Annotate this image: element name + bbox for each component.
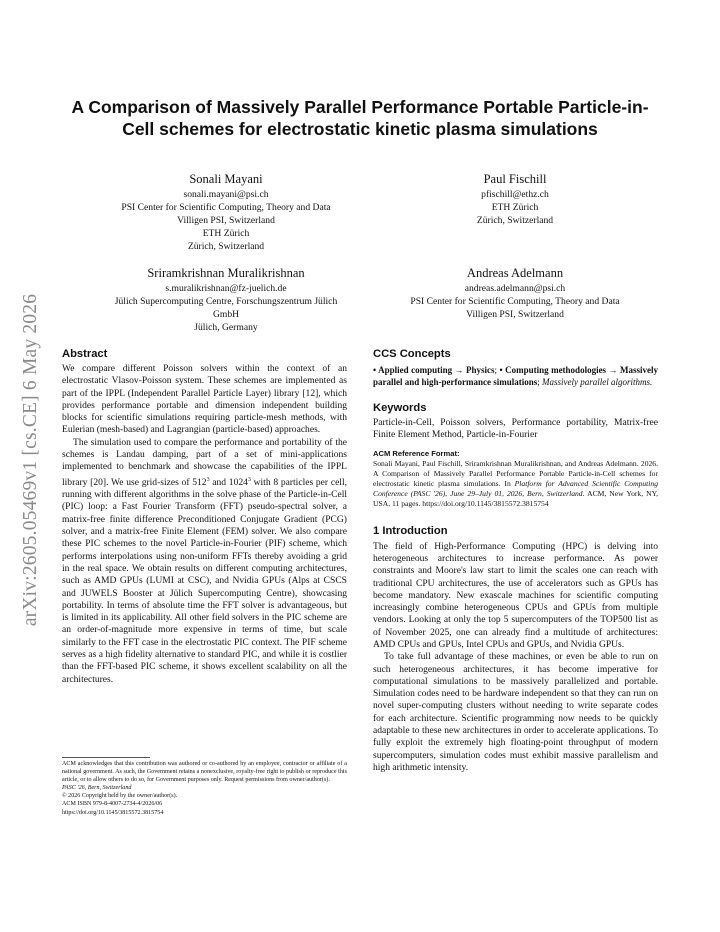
- author-name: Sonali Mayani: [189, 172, 263, 186]
- footnote-venue: PASC '26, Bern, Switzerland: [62, 785, 132, 792]
- author-affiliation: GmbH: [212, 309, 240, 320]
- author-affiliation: ETH Zürich: [491, 202, 539, 213]
- author-block: [365, 265, 665, 321]
- footnote-isbn: ACM ISBN 979-8-4007-2734-4/2026/06: [62, 801, 163, 808]
- author-affiliation: Jülich, Germany: [194, 322, 258, 333]
- author-block: [64, 265, 388, 334]
- intro-paragraph: To take full advantage of these machines, or even be able to run on such heterogeneous architectures, it has become imperative for computational simulations to be massively parallelized and portable. Simulation codes need to be hardware independent so that they can run on novel super-computing clusters without needing to write separate codes for each architecture. Scientific programming now needs to be quickly adaptable to these new architectures in order to accelerate applications. To fully exploit the extremely high floating-point throughput of modern supercomputers, simulation codes must exhibit massive parallelism and high arithmetic intensity.: [373, 651, 658, 773]
- right-column: [373, 347, 658, 774]
- author-block: [365, 171, 665, 227]
- author-affiliation: Zürich, Switzerland: [476, 215, 554, 226]
- author-email[interactable]: pfischill@ethz.ch: [481, 189, 549, 200]
- author-name: Paul Fischill: [483, 172, 547, 186]
- arxiv-id: arXiv:2605.05469v1 [cs.CE] 6 May 2026: [20, 293, 41, 627]
- author-affiliation: Jülich Supercomputing Centre, Forschungszentrum Jülich: [114, 296, 338, 307]
- author-affiliation: Villigen PSI, Switzerland: [466, 309, 564, 320]
- author-affiliation: ETH Zürich: [202, 228, 250, 239]
- author-affiliation: Villigen PSI, Switzerland: [177, 215, 275, 226]
- author-block: [76, 171, 376, 253]
- paper-title: A Comparison of Massively Parallel Performance Portable Particle-in-Cell schemes for electrostatic kinetic plasma simulations: [71, 97, 649, 139]
- footnote-doi[interactable]: https://doi.org/10.1145/3815572.3815754: [62, 809, 164, 816]
- keywords-text: Particle-in-Cell, Poisson solvers, Performance portability, Matrix-free Finite Element Method, Particle-in-Fourier: [373, 417, 658, 441]
- keywords-heading: Keywords: [373, 402, 427, 414]
- author-affiliation: Zürich, Switzerland: [187, 241, 265, 252]
- ccs-heading: CCS Concepts: [373, 348, 451, 360]
- abstract-section: [62, 347, 347, 686]
- footnote-rule: [62, 757, 150, 758]
- author-name: Sriramkrishnan Muralikrishnan: [147, 266, 305, 280]
- footnote-copyright: © 2026 Copyright held by the owner/author(s).: [62, 793, 178, 800]
- ccs-concepts: • Applied computing → Physics; • Computing methodologies → Massively parallel and high-performance simulations; Massively parallel algorithms.: [373, 365, 658, 387]
- author-email[interactable]: andreas.adelmann@psi.ch: [464, 283, 566, 294]
- footnote-text: ACM acknowledges that this contribution was authored or co-authored by an employee, contractor or affiliate of a national government. As such, the Government retains a nonexclusive, royalty-free right to publish or reproduce this article, or to allow others to do so, for Government purposes only. Request permissions from owner/author(s).: [62, 761, 347, 784]
- author-name: Andreas Adelmann: [466, 266, 564, 280]
- author-affiliation: PSI Center for Scientific Computing, Theory and Data: [410, 296, 620, 307]
- author-email[interactable]: s.muralikrishnan@fz-juelich.de: [165, 283, 287, 294]
- copyright-footnote: [62, 760, 347, 817]
- acm-reference-heading: ACM Reference Format:: [373, 448, 460, 458]
- abstract-paragraph: We compare different Poisson solvers within the context of an electrostatic Vlasov-Poisson system. These schemes are implemented as part of the IPPL (Independent Parallel Particle Layer) library [12], which provides performance portable and dimension independent building blocks for scientific simulations requiring particle-mesh methods, with Eulerian (mesh-based) and Lagrangian (particle-based) approaches.: [62, 363, 347, 436]
- author-affiliation: PSI Center for Scientific Computing, Theory and Data: [121, 202, 331, 213]
- abstract-paragraph: The simulation used to compare the performance and portability of the schemes is Landau damping, part of a set of mini-applications implemented to benchmark and showcase the capabilities of the IPPL library [20]. We use grid-sizes of $512^3$ and 1024$^3$ with 8 particles per cell, running with different algorithms in the solve phase of the Particle-in-Cell (PIC) loop: a Fast Fourier Transform (FFT) pseudo-spectral solver, a matrix-free finite difference Preconditioned Conjugate Gradient (PCG) solver, and a matrix-free Finite Element (FEM) solver. We also compare these PIC schemes to the novel Particle-in-Fourier (PIF) scheme, which performs interpolations using non-uniform FFTs thereby avoiding a grid in the real space. We obtain results on different computing architectures, such as AMD GPUs (LUMI at CSC), and Nvidia GPUs (Alps at CSCS and JUWELS Booster at Jülich Supercomputing Centre), showcasing portability. In terms of absolute time the FFT solver is advantageous, but is limited in its applicability. All other field solvers in the PIC scheme are an order-of-magnitude more expensive in terms of time, but scale similarly to the FFT case in the electrostatic PIC context. The PIF scheme serves as a high fidelity alternative to standard PIC, and while it is costlier than the FFT-based PIC scheme, it shows excellent scalability on all the architectures.: [62, 436, 347, 685]
- arxiv-stamp: [20, 270, 42, 650]
- intro-paragraph: The field of High-Performance Computing (HPC) is delving into heterogeneous architectures to increase performance. As power constraints and Moore's law start to limit the scales one can reach with traditional CPU architectures, the use of accelerators such as GPUs has become mandatory. New exascale machines for scientific computing increasingly combine heterogeneous CPUs and GPUs from multiple vendors. Looking at only the top 5 supercomputers of the TOP500 list as of November 2025, one can already find a multitude of architectures: AMD CPUs and GPUs, Intel CPUs and GPUs, and Nvidia GPUs.: [373, 540, 658, 650]
- intro-heading: 1 Introduction: [373, 524, 448, 537]
- acm-reference-text: Sonali Mayani, Paul Fischill, Sriramkrishnan Muralikrishnan, and Andreas Adelmann. 2026. A Comparison of Massively Parallel Performance Portable Particle-in-Cell schemes for electrostatic kinetic plasma simulations. In Platform for Advanced Scientific Computing Conference (PASC '26), June 29–July 01, 2026, Bern, Switzerland. ACM, New York, NY, USA, 11 pages. https://doi.org/10.1145/3815572.3815754: [373, 458, 658, 509]
- abstract-heading: Abstract: [62, 348, 108, 360]
- author-email[interactable]: sonali.mayani@psi.ch: [183, 189, 269, 200]
